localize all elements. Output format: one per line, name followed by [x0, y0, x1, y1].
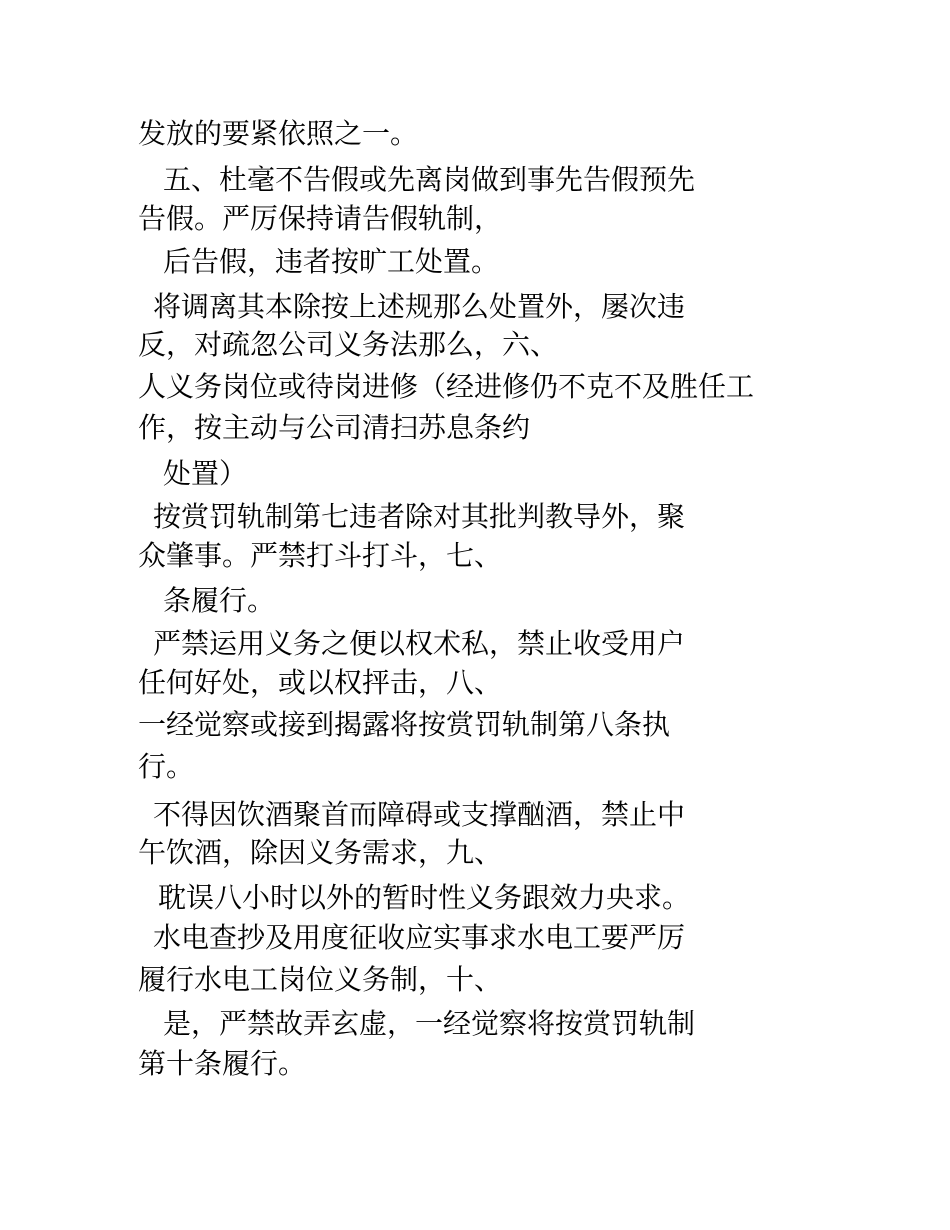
text-line-17: 不得因饮酒聚首而障碍或支撑酗酒，禁止中	[153, 798, 686, 831]
text-line-5: 将调离其本除按上述规那么处置外，屡次违	[153, 290, 686, 323]
text-line-2: 五、杜毫不告假或先离岗做到事先告假预先	[163, 163, 696, 196]
text-line-22: 是，严禁故弄玄虚，一经觉察将按赏罚轨制	[163, 1007, 696, 1040]
text-line-1: 发放的要紧依照之一。	[138, 117, 419, 150]
text-line-21: 履行水电工岗位义务制，十、	[138, 963, 503, 996]
text-line-13: 严禁运用义务之便以权术私，禁止收受用户	[153, 627, 686, 660]
text-line-18: 午饮酒，除因义务需求，九、	[138, 836, 503, 869]
text-line-12: 条履行。	[163, 584, 276, 617]
text-line-6: 反，对疏忽公司义务法那么，六、	[138, 328, 559, 361]
text-line-10: 按赏罚轨制第七违者除对其批判教导外，聚	[153, 500, 686, 533]
text-line-9: 处置）	[163, 457, 248, 490]
text-line-23: 第十条履行。	[138, 1047, 307, 1080]
text-line-19: 耽误八小时以外的暂时性义务跟效力央求。	[158, 881, 691, 914]
text-line-3: 告假。严厉保持请告假轨制，	[138, 202, 503, 235]
text-line-20: 水电查抄及用度征收应实事求水电工要严厉	[153, 921, 686, 954]
text-line-4: 后告假，违者按旷工处置。	[163, 245, 500, 278]
text-line-16: 行。	[138, 750, 195, 783]
text-line-14: 任何好处，或以权抨击，八、	[138, 666, 503, 699]
text-line-15: 一经觉察或接到揭露将按赏罚轨制第八条执	[138, 708, 671, 741]
text-line-7: 人义务岗位或待岗进修（经进修仍不克不及胜任工	[138, 370, 755, 403]
text-line-11: 众肇事。严禁打斗打斗，七、	[138, 539, 503, 572]
text-line-8: 作，按主动与公司清扫苏息条约	[138, 411, 531, 444]
